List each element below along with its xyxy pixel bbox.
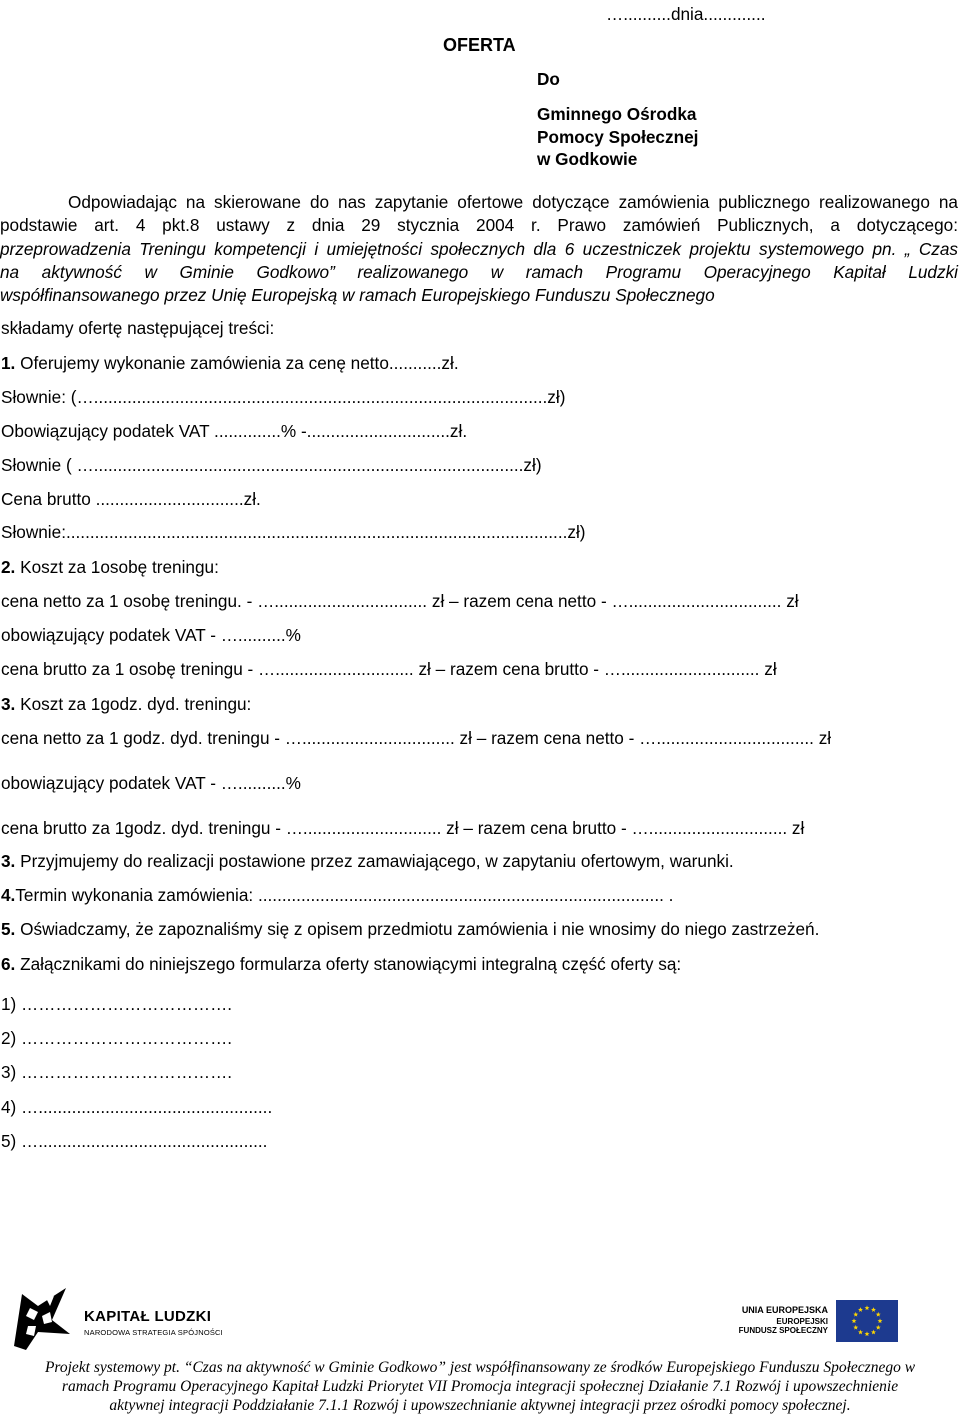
attachment-item: 1) ………………………………. [1,994,233,1014]
net-price-per-person: cena netto za 1 osobę treningu. - …................................ zł – razem cena netto - …................................ zł [1,591,799,611]
section-number: 5. [1,919,16,939]
section-number: 2. [1,557,16,577]
gross-price-per-hour: cena brutto za 1godz. dyd. treningu - …............................. zł – razem cena brutto - …............................. zł [1,818,805,838]
logo-subtitle: NARODOWA STRATEGIA SPÓJNOŚCI [84,1328,223,1337]
section-text: Oświadczamy, że zapoznaliśmy się z opisem przedmiotu zamówienia i nie wnosimy do niego zastrzeżeń. [15,919,820,939]
recipient-line: w Godkowie [537,149,638,169]
vat-line: obowiązujący podatek VAT - …..........% [1,625,301,645]
amount-in-words: Słownie:.........................................................................................................zł) [1,522,586,542]
eu-logo-line: FUNDUSZ SPOŁECZNY [738,1326,828,1335]
conditions-line [1,851,734,872]
eu-efs-logo [706,1300,902,1342]
attachment-item: 2) ………………………………. [1,1028,233,1049]
amount-in-words: Słownie: (…...............................................................................................zł) [1,387,566,407]
section-text: Załącznikami do niniejszego formularza oferty stanowiącymi integralną część oferty są: [15,954,682,974]
eu-logo-line: EUROPEJSKI [776,1317,828,1326]
intro-line: przeprowadzenia Treningu kompetencji i umiejętności społecznych dla 6 uczestniczek projektu systemowego pn. „ Czas [0,238,958,259]
attachments-heading [1,954,681,975]
vat-line: Obowiązujący podatek VAT ..............% -..............................zł. [1,421,468,441]
intro-line: Odpowiadając na skierowane do nas zapytanie ofertowe dotyczące zamówienia publicznego realizowanego na [68,192,958,212]
submit-line: składamy ofertę następującej treści: [1,318,275,338]
kapital-ludzki-emblem-icon [8,1286,74,1352]
section-number: 4. [1,885,16,905]
intro-paragraph [0,191,958,307]
attachment-item: 4) …................................................. [1,1096,273,1117]
recipient-line: Pomocy Społecznej [537,126,699,147]
attachment-item: 3) ………………………………. [1,1062,233,1083]
footer-line: ramach Programu Operacyjnego Kapitał Ludzki Priorytet VII Promocja integracji społecznej Działanie 7.1 Rozwój i upowszechnienie [61,1378,899,1395]
footer-line: aktywnej integracji Poddziałanie 7.1.1 Rozwój i upowszechnianie aktywnej integracji przez ośrodki pomocy społecznej. [109,1397,851,1414]
project-footer [0,1358,960,1415]
section-text: Koszt za 1godz. dyd. treningu: [15,694,252,714]
vat-line: obowiązujący podatek VAT - …..........% [1,773,301,793]
kapital-ludzki-logo [8,1286,248,1352]
gross-price-per-person: cena brutto za 1 osobę treningu - …............................. zł – razem cena brutto - …............................. zł [1,659,777,679]
section-number: 6. [1,954,16,974]
section-number: 3. [1,851,16,871]
section-1-heading [1,353,459,374]
intro-line: podstawie art. 4 pkt.8 ustawy z dnia 29 stycznia 2004 r. Prawo zamówień Publicznych, a dotyczącego: [0,215,958,236]
date-line: …..........dnia............. [606,4,766,24]
section-3-heading [1,694,251,715]
logo-title: KAPITAŁ LUDZKI [84,1308,212,1325]
attachment-item: 5) …................................................ [1,1130,268,1151]
net-price-per-hour: cena netto za 1 godz. dyd. treningu - …................................ zł – razem cena netto - …................................. zł [1,728,832,748]
eu-logo-line: UNIA EUROPEJSKA [741,1305,828,1315]
recipient-line: Gminnego Ośrodka [537,104,697,124]
declaration-line [1,919,819,940]
section-number: 1. [1,353,16,373]
intro-line: na aktywność w Gminie Godkowo” realizowanego w ramach Programu Operacyjnego Kapitał Ludzki [0,261,958,282]
to-label: Do [537,69,560,89]
section-2-heading [1,557,219,578]
section-text: Przyjmujemy do realizacji postawione przez zamawiającego, w zapytaniu ofertowym, warunki. [15,851,734,871]
recipient-block [537,103,698,171]
footer-line: Projekt systemowy pt. “Czas na aktywność w Gminie Godkowo” jest współfinansowany ze środków Europejskiego Funduszu Społecznego w [44,1359,916,1376]
eu-flag-icon [836,1300,898,1342]
attachments-list [1,987,272,1158]
offer-title: OFERTA [443,35,516,55]
intro-line: współfinansowanego przez Unię Europejską w ramach Europejskiego Funduszu Społecznego [0,285,715,306]
gross-price-line: Cena brutto ...............................zł. [1,489,261,509]
section-number: 3. [1,694,16,714]
section-text: Termin wykonania zamówienia: ..................................................................................... . [15,885,674,905]
section-text: Oferujemy wykonanie zamówienia za cenę netto...........zł. [15,353,459,373]
amount-in-words: Słownie ( …..........................................................................................zł) [1,455,542,475]
section-text: Koszt za 1osobę treningu: [15,557,219,577]
deadline-line [1,885,673,906]
